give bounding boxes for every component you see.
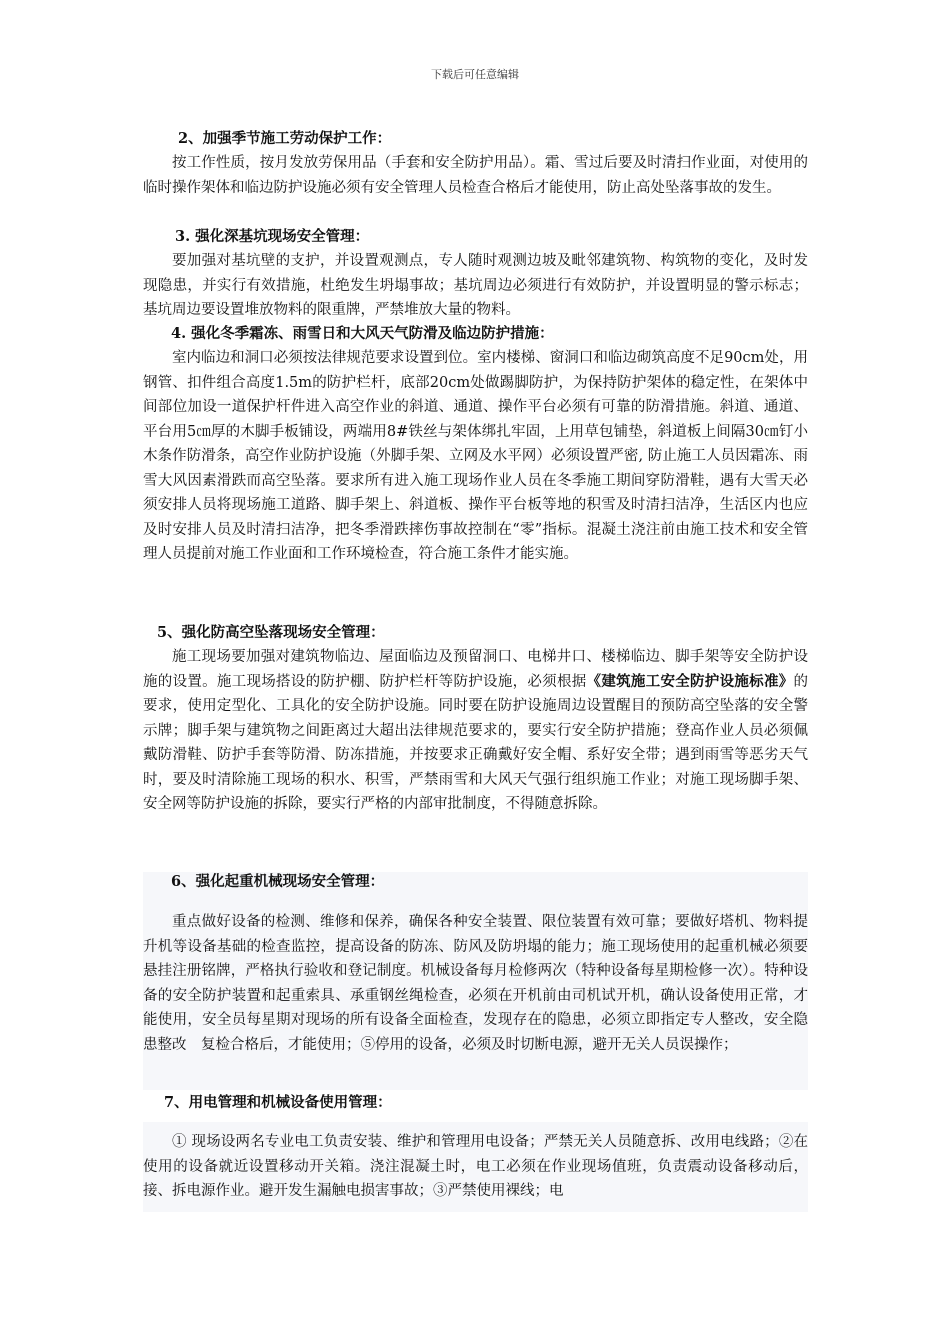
section-heading: 4. 强化冬季霜冻、雨雪日和大风天气防滑及临边防护措施： [171, 325, 554, 342]
section-2 [143, 127, 808, 200]
section-body: 重点做好设备的检测、维修和保养，确保各种安全装置、限位装置有效可靠；要做好塔机、物料提升机等设备基础的检查监控，提高设备的防冻、防风及防坍塌的能力；施工现场使用的起重机械必须要悬挂注册铭牌，严格执行验收和登记制度。机械设备每月检修两次（特种设备每星期检修一次）。特种设备的安全防护装置和起重索具、承重钢丝绳检查，必须在开机前由司机试开机，确认设备使用正常，才能使用，安全员每星期对现场的所有设备全面检查，发现存在的隐患，必须立即指定专人整改，安全隐患整改 复检合格后，才能使用；⑤停用的设备，必须及时切断电源，避开无关人员误操作； [143, 914, 808, 1053]
section-6 [143, 870, 808, 1057]
section-body: ① 现场设两名专业电工负责安装、维护和管理用电设备；严禁无关人员随意拆、改用电线路；②在使用的设备就近设置移动开关箱。浇注混凝土时，电工必须在作业现场值班，负责震动设备移动后，接、拆电源作业。避开发生漏触电损害事故；③严禁使用裸线；电 [143, 1134, 808, 1199]
section-body: 要加强对基坑壁的支护，并设置观测点，专人随时观测边坡及毗邻建筑物、构筑物的变化，及时发现隐患，并实行有效措施，杜绝发生坍塌事故；基坑周边必须进行有效防护，并设置明显的警示标志；基坑周边要设置堆放物料的限重牌，严禁堆放大量的物料。 [143, 253, 808, 318]
section-5 [143, 621, 808, 817]
body-text: 的要求，使用定型化、工具化的安全防护设施。同时要在防护设施周边设置醒目的预防高空坠落的安全警示牌；脚手架与建筑物之间距离过大超出法律规范要求的，要实行安全防护措施；登高作业人员必须佩戴防滑鞋、防护手套等防滑、防冻措施，并按要求正确戴好安全帽、系好安全带；遇到雨雪等恶劣天气时，要及时清除施工现场的积水、积雪，严禁雨雪和大风天气强行组织施工作业；对施工现场脚手架、安全网等防护设施的拆除，要实行严格的内部审批制度，不得随意拆除。 [143, 673, 809, 812]
section-heading: 5、强化防高空坠落现场安全管理： [157, 624, 385, 641]
section-heading: 3. 强化深基坑现场安全管理： [175, 228, 370, 245]
section-body: 室内临边和洞口必须按法律规范要求设置到位。室内楼梯、窗洞口和临边砌筑高度不足90cm处，用钢管、扣件组合高度1.5m的防护栏杆，底部20cm处做踢脚防护，为保持防护架体的稳定性，在架体中间部位加设一道保护杆件进入高空作业的斜道、通道、操作平台必须有可靠的防滑措施。斜道、通道、平台用5㎝厚的木脚手板铺设，两端用8#铁丝与架体绑扎牢固，上用草包铺垫，斜道板上间隔30㎝钉小木条作防滑条，高空作业防护设施（外脚手架、立网及水平网）必须设置严密, 防止施工人员因霜冻、雨雪大风因素滑跌而高空坠落。要求所有进入施工现场作业人员在冬季施工期间穿防滑鞋，遇有大雪天必须安排人员将现场施工道路、脚手架上、斜道板、操作平台板等地的积雪及时清扫洁净，生活区内也应及时安排人员及时清扫洁净，把冬季滑跌摔伤事故控制在“零”指标。混凝土浇注前由施工技术和安全管理人员提前对施工作业面和工作环境检查，符合施工条件才能实施。 [143, 350, 808, 562]
section-7 [143, 1091, 808, 1204]
standard-title: 《建筑施工安全防护设施标准》 [586, 672, 794, 690]
body-text: 施工现场要加强对建筑物临边、屋面临边及预留洞口、电梯井口、楼梯临边、脚手架等安全防护设施的设置。施工现场搭设的防护棚、防护栏杆等防护设施，必须根据 [143, 649, 808, 690]
section-heading: 2、加强季节施工劳动保护工作： [178, 130, 392, 147]
page-header: 下载后可任意编辑 [431, 68, 519, 81]
section-heading: 7、用电管理和机械设备使用管理： [164, 1094, 392, 1111]
section-4 [143, 322, 808, 567]
section-heading: 6、强化起重机械现场安全管理： [171, 873, 385, 890]
section-body: 按工作性质，按月发放劳保用品（手套和安全防护用品）。霜、雪过后要及时清扫作业面，对使用的临时操作架体和临边防护设施必须有安全管理人员检查合格后才能使用，防止高处坠落事故的发生。 [143, 155, 808, 196]
section-body [143, 645, 808, 817]
section-3 [143, 225, 808, 323]
